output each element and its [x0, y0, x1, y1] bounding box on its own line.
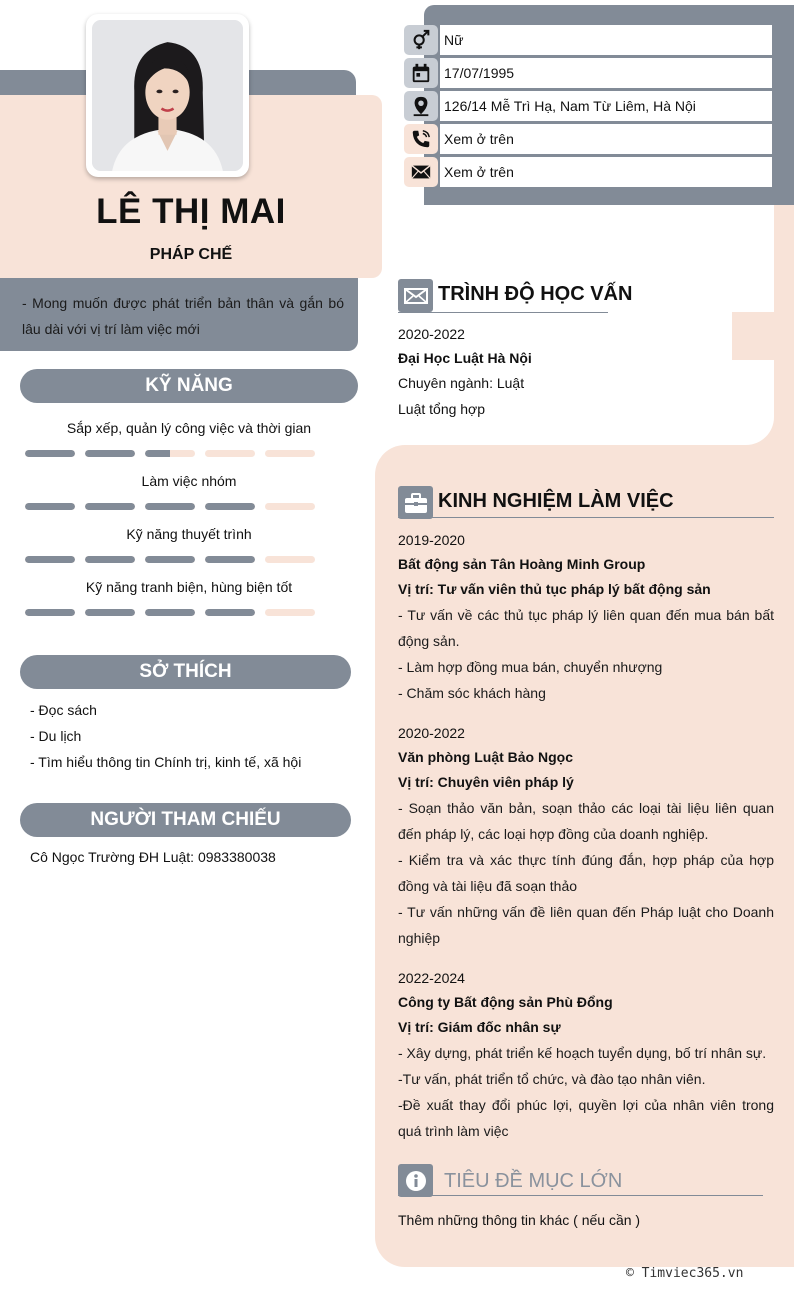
- contact-email: [404, 157, 772, 187]
- job-company: Bất động sản Tân Hoàng Minh Group: [398, 556, 646, 572]
- skill-segment: [205, 450, 255, 457]
- skill-segment: [145, 609, 195, 616]
- skill-segment: [265, 450, 315, 457]
- skill-name: Làm việc nhóm: [141, 473, 237, 489]
- career-objective: - Mong muốn được phát triển bản thân và gắn bó lâu dài với vị trí làm việc mới: [22, 295, 344, 337]
- skill-segment: [85, 609, 135, 616]
- envelope-icon: [398, 279, 433, 312]
- description-line: -Đề xuất thay đổi phúc lợi, quyền lợi của nhân viên trong quá trình làm việc: [398, 1097, 774, 1139]
- description-line: - Chăm sóc khách hàng: [398, 685, 546, 701]
- phone-icon: [404, 124, 438, 154]
- skill-segment: [265, 556, 315, 563]
- description-line: - Tư vấn những vấn đề liên quan đến Pháp luật cho Doanh nghiệp: [398, 904, 774, 946]
- skill-segment: [25, 450, 75, 457]
- other-text: Thêm những thông tin khác ( nếu cần ): [398, 1212, 641, 1228]
- skill-segment: [85, 450, 135, 457]
- watermark: © Timviec365.vn: [626, 1266, 744, 1281]
- skill-segment: [265, 609, 315, 616]
- skill-segment: [85, 556, 135, 563]
- contact-phone: [404, 124, 772, 154]
- hobby-item: - Tìm hiểu thông tin Chính trị, kinh tế, xã hội: [30, 754, 302, 770]
- location-icon: [404, 91, 438, 121]
- experience-header: [398, 486, 774, 520]
- divider: [398, 517, 774, 518]
- skill-segment: [205, 556, 255, 563]
- education-period: 2020-2022: [398, 326, 465, 342]
- job-position: Vị trí: Tư vấn viên thủ tục pháp lý bất động sản: [398, 581, 711, 597]
- skill-segment: [265, 503, 315, 510]
- profile-photo: [86, 14, 249, 177]
- divider: [398, 312, 608, 313]
- skill-segment: [145, 503, 195, 510]
- job-period: 2020-2022: [398, 725, 465, 741]
- candidate-name: LÊ THỊ MAI: [96, 192, 286, 231]
- description-line: -Tư vấn, phát triển tổ chức, và đào tạo nhân viên.: [398, 1071, 706, 1087]
- skill-segment: [25, 503, 75, 510]
- divider: [398, 1195, 763, 1196]
- job-description: [398, 602, 774, 706]
- job-position: Vị trí: Chuyên viên pháp lý: [398, 774, 574, 790]
- gender-icon: [404, 25, 438, 55]
- address-value: 126/14 Mễ Trì Hạ, Nam Từ Liêm, Hà Nội: [440, 91, 772, 121]
- job-description: [398, 1040, 774, 1144]
- education-major: Chuyên ngành: Luật: [398, 375, 525, 391]
- mail-icon: [404, 157, 438, 187]
- contact-gender: [404, 25, 772, 55]
- description-line: - Kiểm tra và xác thực tính đúng đắn, hợp pháp của hợp đồng và tài liệu đã soạn thảo: [398, 852, 774, 894]
- job-title: PHÁP CHẾ: [149, 246, 233, 263]
- reference-contact: Cô Ngọc Trường ĐH Luật: 0983380038: [30, 849, 276, 865]
- email-value: Xem ở trên: [440, 157, 772, 187]
- skill-segment: [145, 450, 195, 457]
- hobbies-heading: SỞ THÍCH: [20, 655, 351, 689]
- skills-heading: KỸ NĂNG: [20, 369, 358, 403]
- birthday-value: 17/07/1995: [440, 58, 772, 88]
- skill-segment: [25, 556, 75, 563]
- skill-segment: [85, 503, 135, 510]
- education-title: TRÌNH ĐỘ HỌC VẤN: [438, 283, 633, 305]
- job-description: [398, 795, 774, 951]
- contact-birthday: [404, 58, 772, 88]
- hobby-item: - Đọc sách: [30, 702, 97, 718]
- education-header: [398, 279, 633, 313]
- portrait-image: [92, 20, 243, 171]
- education-detail: Luật tổng hợp: [398, 401, 486, 417]
- skill-name: Kỹ năng tranh biện, hùng biện tốt: [85, 579, 293, 595]
- phone-value: Xem ở trên: [440, 124, 772, 154]
- job-period: 2019-2020: [398, 532, 465, 548]
- description-line: - Xây dựng, phát triển kế hoạch tuyển dụng, bố trí nhân sự.: [398, 1045, 767, 1061]
- job-position: Vị trí: Giám đốc nhân sự: [398, 1019, 561, 1035]
- other-header: [398, 1164, 763, 1198]
- description-line: - Soạn thảo văn bản, soạn thảo các loại tài liệu liên quan đến pháp lý, các loại hợp đồng của doanh nghiệp.: [398, 800, 774, 842]
- skill-segment: [145, 556, 195, 563]
- briefcase-icon: [398, 486, 433, 519]
- job-period: 2022-2024: [398, 970, 465, 986]
- experience-title: KINH NGHIỆM LÀM VIỆC: [438, 490, 674, 512]
- description-line: - Tư vấn về các thủ tục pháp lý liên quan đến mua bán bất động sản.: [398, 607, 774, 649]
- contact-address: [404, 91, 772, 121]
- skill-name: Sắp xếp, quản lý công việc và thời gian: [66, 420, 312, 436]
- gender-value: Nữ: [440, 25, 772, 55]
- job-company: Văn phòng Luật Bảo Ngọc: [398, 749, 573, 765]
- other-title: TIÊU ĐỀ MỤC LỚN: [444, 1170, 623, 1192]
- skill-segment: [205, 503, 255, 510]
- hobby-item: - Du lịch: [30, 728, 82, 744]
- job-company: Công ty Bất động sản Phù Đổng: [398, 994, 613, 1010]
- skill-segment: [25, 609, 75, 616]
- description-line: - Làm hợp đồng mua bán, chuyển nhượng: [398, 659, 663, 675]
- info-icon: [398, 1164, 433, 1197]
- calendar-icon: [404, 58, 438, 88]
- skill-name: Kỹ năng thuyết trình: [126, 526, 252, 542]
- references-heading: NGƯỜI THAM CHIẾU: [20, 803, 351, 837]
- education-school: Đại Học Luật Hà Nội: [398, 350, 532, 366]
- skill-segment: [205, 609, 255, 616]
